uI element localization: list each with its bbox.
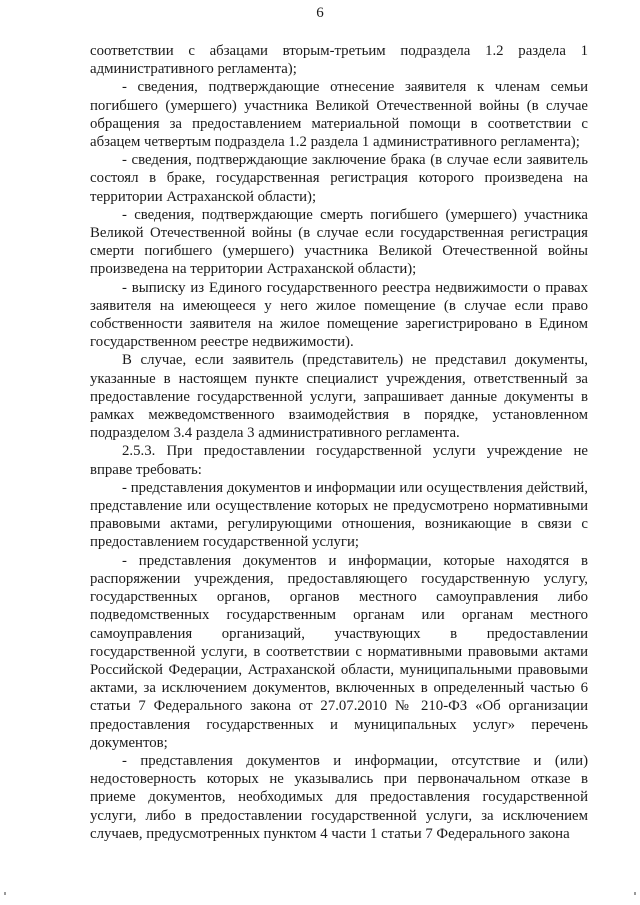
list-item: - представления документов и информации, отсутствие и (или) недостоверность которых не указывались при первоначальном отказе в приеме документов, необходимых для предоставления государственной услуги, либо в предоставлении государственной услуги, за исключением случаев, предусмотренных пунктом 4 части 1 статьи 7 Федерального закона: [90, 752, 588, 842]
scan-artifact: [4, 892, 6, 895]
list-item: - выписку из Единого государственного реестра недвижимости о правах заявителя на имеющееся у него жилое помещение (в случае если право собственности заявителя на жилое помещение зарегистрировано в Едином государственном реестре недвижимости).: [90, 279, 588, 351]
scan-artifact: [634, 892, 636, 895]
list-item: - представления документов и информации, которые находятся в распоряжении учреждения, предоставляющего государственную услугу, государственных органов, органов местного самоуправления либо подведомственных государственным органам или органам местного самоуправления организаций, участвующих в предоставлении государственной услуги, в соответствии с нормативными правовыми актами Российской Федерации, Астраханской области, муниципальными правовыми актами, за исключением документов, включенных в определенный частью 6 статьи 7 Федерального закона от 27.07.2010 № 210-ФЗ «Об организации предоставления государственных и муниципальных услуг» перечень документов;: [90, 552, 588, 751]
page-number: 6: [316, 5, 324, 21]
document-body: [90, 42, 588, 843]
list-item: - сведения, подтверждающие смерть погибшего (умершего) участника Великой Отечественной войны (в случае если государственная регистрация смерти погибшего (умершего) участника Великой Отечественной войны произведена на территории Астраханской области);: [90, 206, 588, 278]
list-item: - сведения, подтверждающие заключение брака (в случае если заявитель состоял в браке, государственная регистрация которого произведена на территории Астраханской области);: [90, 152, 588, 205]
paragraph: соответствии с абзацами вторым-третьим подраздела 1.2 раздела 1 административного регламента);: [90, 43, 588, 78]
list-item: - представления документов и информации или осуществления действий, представление или осуществление которых не предусмотрено нормативными правовыми актами, регулирующими отношения, возникающие в связи с предоставлением государственной услуги;: [90, 479, 588, 551]
clause-heading: 2.5.3. При предоставлении государственной услуги учреждение не вправе требовать:: [90, 443, 588, 478]
paragraph: В случае, если заявитель (представитель) не представил документы, указанные в настоящем пункте специалист учреждения, ответственный за предоставление государственной услуги, запрашивает данные документы в рамках межведомственного взаимодействия в порядке, установленном подразделом 3.4 раздела 3 административного регламента.: [90, 352, 588, 442]
list-item: - сведения, подтверждающие отнесение заявителя к членам семьи погибшего (умершего) участника Великой Отечественной войны (в случае обращения за предоставлением материальной помощи в соответствии с абзацем четвертым подраздела 1.2 раздела 1 административного регламента);: [90, 79, 588, 151]
